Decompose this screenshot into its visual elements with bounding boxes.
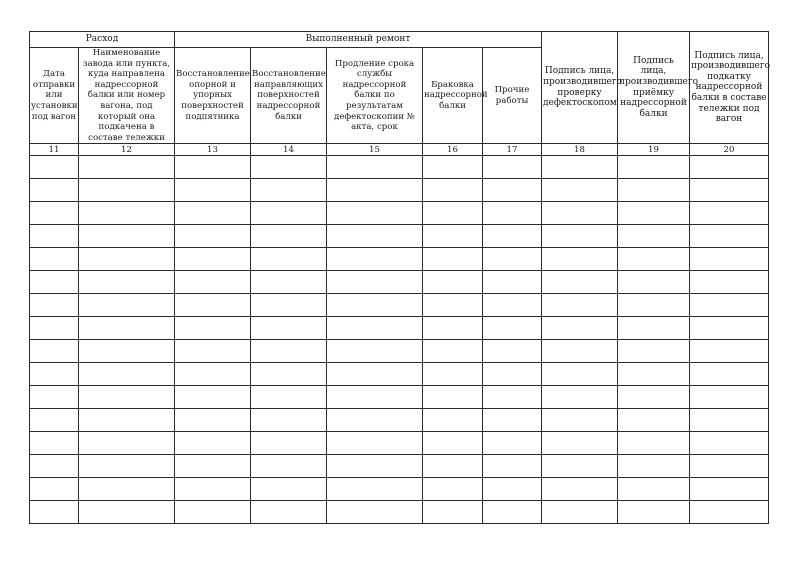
table-cell[interactable] <box>618 501 690 524</box>
table-cell[interactable] <box>542 432 618 455</box>
table-row <box>30 179 769 202</box>
table-cell[interactable] <box>175 340 251 363</box>
table-cell[interactable] <box>542 202 618 225</box>
group-header-expense: Расход <box>30 32 175 48</box>
table-cell[interactable] <box>542 248 618 271</box>
table-cell[interactable] <box>542 156 618 179</box>
column-header-12: Наименование завода или пункта, куда направлена надрессорной балки или номер вагона, под который она подкачена в составе тележки <box>79 48 175 144</box>
table-cell[interactable] <box>618 225 690 248</box>
table-cell[interactable] <box>690 340 769 363</box>
table-cell[interactable] <box>175 156 251 179</box>
table-cell[interactable] <box>483 340 542 363</box>
table-cell[interactable] <box>251 409 327 432</box>
table-cell[interactable] <box>483 225 542 248</box>
table-cell[interactable] <box>423 501 483 524</box>
table-cell[interactable] <box>483 409 542 432</box>
table-cell[interactable] <box>618 248 690 271</box>
table-cell[interactable] <box>618 386 690 409</box>
column-number-18: 18 <box>542 144 618 156</box>
table-cell[interactable] <box>30 202 79 225</box>
table-cell[interactable] <box>483 202 542 225</box>
table-cell[interactable] <box>30 501 79 524</box>
table-cell[interactable] <box>79 248 175 271</box>
table-cell[interactable] <box>542 225 618 248</box>
table-cell[interactable] <box>175 317 251 340</box>
table-cell[interactable] <box>542 455 618 478</box>
table-cell[interactable] <box>618 432 690 455</box>
column-number-14: 14 <box>251 144 327 156</box>
table-row <box>30 225 769 248</box>
table-cell[interactable] <box>30 409 79 432</box>
table-cell[interactable] <box>423 225 483 248</box>
table-cell[interactable] <box>542 363 618 386</box>
table-row <box>30 455 769 478</box>
table-cell[interactable] <box>175 271 251 294</box>
table-cell[interactable] <box>327 501 423 524</box>
table-cell[interactable] <box>251 363 327 386</box>
table-row <box>30 340 769 363</box>
table-cell[interactable] <box>251 248 327 271</box>
table-cell[interactable] <box>618 156 690 179</box>
table-cell[interactable] <box>423 179 483 202</box>
table-cell[interactable] <box>79 340 175 363</box>
table-cell[interactable] <box>690 432 769 455</box>
table-cell[interactable] <box>327 202 423 225</box>
table-cell[interactable] <box>423 340 483 363</box>
column-number-19: 19 <box>618 144 690 156</box>
table-cell[interactable] <box>690 455 769 478</box>
table-cell[interactable] <box>251 432 327 455</box>
table-cell[interactable] <box>618 340 690 363</box>
table-cell[interactable] <box>690 363 769 386</box>
table-cell[interactable] <box>423 363 483 386</box>
table-cell[interactable] <box>79 501 175 524</box>
table-cell[interactable] <box>542 179 618 202</box>
table-row <box>30 432 769 455</box>
table-cell[interactable] <box>618 202 690 225</box>
table-cell[interactable] <box>79 432 175 455</box>
table-row <box>30 478 769 501</box>
table-cell[interactable] <box>483 478 542 501</box>
table-cell[interactable] <box>251 202 327 225</box>
table-cell[interactable] <box>79 386 175 409</box>
table-cell[interactable] <box>30 179 79 202</box>
table-cell[interactable] <box>690 409 769 432</box>
table-row <box>30 317 769 340</box>
table-cell[interactable] <box>542 409 618 432</box>
table-cell[interactable] <box>175 386 251 409</box>
table-cell[interactable] <box>251 156 327 179</box>
table-cell[interactable] <box>483 501 542 524</box>
table-cell[interactable] <box>483 248 542 271</box>
table-cell[interactable] <box>542 294 618 317</box>
table-row <box>30 294 769 317</box>
group-header-repair: Выполненный ремонт <box>175 32 542 48</box>
table-cell[interactable] <box>79 156 175 179</box>
table-cell[interactable] <box>483 179 542 202</box>
table-cell[interactable] <box>251 271 327 294</box>
table-cell[interactable] <box>423 156 483 179</box>
table-row <box>30 248 769 271</box>
table-cell[interactable] <box>690 248 769 271</box>
table-cell[interactable] <box>79 455 175 478</box>
repair-journal-table <box>29 31 769 524</box>
table-cell[interactable] <box>251 317 327 340</box>
table-cell[interactable] <box>423 386 483 409</box>
table-cell[interactable] <box>423 317 483 340</box>
table-cell[interactable] <box>542 386 618 409</box>
table-cell[interactable] <box>30 271 79 294</box>
table-cell[interactable] <box>690 501 769 524</box>
table-cell[interactable] <box>327 179 423 202</box>
table-cell[interactable] <box>251 455 327 478</box>
table-cell[interactable] <box>423 409 483 432</box>
column-number-row <box>30 144 769 156</box>
table-cell[interactable] <box>327 271 423 294</box>
table-cell[interactable] <box>175 248 251 271</box>
table-cell[interactable] <box>327 432 423 455</box>
table-cell[interactable] <box>618 363 690 386</box>
table-cell[interactable] <box>79 271 175 294</box>
table-cell[interactable] <box>251 179 327 202</box>
table-cell[interactable] <box>618 294 690 317</box>
column-header-13: Восстановление опорной и упорных поверхностей подпятника <box>175 48 251 144</box>
column-header-14: Восстановление направляющих поверхностей надрессорной балки <box>251 48 327 144</box>
table-cell[interactable] <box>542 340 618 363</box>
table-cell[interactable] <box>251 501 327 524</box>
table-cell[interactable] <box>30 225 79 248</box>
table-cell[interactable] <box>483 386 542 409</box>
table-cell[interactable] <box>79 317 175 340</box>
table-cell[interactable] <box>30 432 79 455</box>
table-cell[interactable] <box>618 478 690 501</box>
table-cell[interactable] <box>690 294 769 317</box>
table-cell[interactable] <box>327 455 423 478</box>
table-cell[interactable] <box>483 156 542 179</box>
table-cell[interactable] <box>251 340 327 363</box>
table-cell[interactable] <box>175 179 251 202</box>
table-cell[interactable] <box>423 248 483 271</box>
table-cell[interactable] <box>423 478 483 501</box>
table-cell[interactable] <box>483 294 542 317</box>
table-cell[interactable] <box>618 455 690 478</box>
table-cell[interactable] <box>79 202 175 225</box>
table-cell[interactable] <box>327 156 423 179</box>
table-cell[interactable] <box>30 340 79 363</box>
table-cell[interactable] <box>175 455 251 478</box>
table-cell[interactable] <box>79 409 175 432</box>
table-cell[interactable] <box>79 294 175 317</box>
table-cell[interactable] <box>251 225 327 248</box>
table-cell[interactable] <box>690 225 769 248</box>
table-row <box>30 271 769 294</box>
column-header-15: Продление срока службы надрессорной балки по результатам дефектоскопии № акта, срок <box>327 48 423 144</box>
table-cell[interactable] <box>30 363 79 386</box>
table-cell[interactable] <box>30 294 79 317</box>
table-cell[interactable] <box>327 386 423 409</box>
column-header-19: Подпись лица, производившего приёмку надрессорной балки <box>618 32 690 144</box>
table-cell[interactable] <box>79 225 175 248</box>
table-cell[interactable] <box>327 317 423 340</box>
table-cell[interactable] <box>483 455 542 478</box>
table-cell[interactable] <box>690 478 769 501</box>
table-cell[interactable] <box>79 478 175 501</box>
table-cell[interactable] <box>327 409 423 432</box>
table-cell[interactable] <box>327 478 423 501</box>
table-cell[interactable] <box>327 340 423 363</box>
table-cell[interactable] <box>175 225 251 248</box>
journal-body <box>30 156 769 524</box>
table-cell[interactable] <box>175 294 251 317</box>
table-cell[interactable] <box>30 248 79 271</box>
column-number-17: 17 <box>483 144 542 156</box>
table-cell[interactable] <box>483 317 542 340</box>
table-cell[interactable] <box>618 317 690 340</box>
group-header-row <box>30 32 769 48</box>
table-cell[interactable] <box>327 294 423 317</box>
table-cell[interactable] <box>175 202 251 225</box>
column-number-11: 11 <box>30 144 79 156</box>
column-header-17: Прочие работы <box>483 48 542 144</box>
table-cell[interactable] <box>690 179 769 202</box>
table-cell[interactable] <box>618 179 690 202</box>
table-row <box>30 156 769 179</box>
column-header-18: Подпись лица, производившего проверку дефектоскопом <box>542 32 618 144</box>
table-row <box>30 363 769 386</box>
column-number-12: 12 <box>79 144 175 156</box>
table-cell[interactable] <box>483 271 542 294</box>
column-header-16: Браковка надрессорной балки <box>423 48 483 144</box>
table-cell[interactable] <box>542 317 618 340</box>
table-row <box>30 386 769 409</box>
table-cell[interactable] <box>483 432 542 455</box>
table-cell[interactable] <box>690 156 769 179</box>
table-row <box>30 501 769 524</box>
table-cell[interactable] <box>690 386 769 409</box>
table-row <box>30 202 769 225</box>
table-cell[interactable] <box>690 317 769 340</box>
table-cell[interactable] <box>30 156 79 179</box>
table-cell[interactable] <box>175 432 251 455</box>
table-cell[interactable] <box>175 501 251 524</box>
table-cell[interactable] <box>251 386 327 409</box>
table-cell[interactable] <box>30 317 79 340</box>
table-cell[interactable] <box>175 409 251 432</box>
table-cell[interactable] <box>30 478 79 501</box>
table-cell[interactable] <box>423 432 483 455</box>
column-number-16: 16 <box>423 144 483 156</box>
table-cell[interactable] <box>542 478 618 501</box>
table-cell[interactable] <box>79 363 175 386</box>
table-cell[interactable] <box>690 202 769 225</box>
table-cell[interactable] <box>542 271 618 294</box>
table-cell[interactable] <box>423 202 483 225</box>
column-number-20: 20 <box>690 144 769 156</box>
table-cell[interactable] <box>251 294 327 317</box>
table-cell[interactable] <box>327 363 423 386</box>
table-cell[interactable] <box>423 271 483 294</box>
column-number-15: 15 <box>327 144 423 156</box>
table-cell[interactable] <box>327 225 423 248</box>
column-header-11: Дата отправки или установки под вагон <box>30 48 79 144</box>
column-number-13: 13 <box>175 144 251 156</box>
table-cell[interactable] <box>251 478 327 501</box>
table-cell[interactable] <box>690 271 769 294</box>
table-row <box>30 409 769 432</box>
table-cell[interactable] <box>175 363 251 386</box>
table-cell[interactable] <box>30 386 79 409</box>
column-header-20: Подпись лица, производившего подкатку надрессорной балки в составе тележки под вагон <box>690 32 769 144</box>
table-cell[interactable] <box>542 501 618 524</box>
table-cell[interactable] <box>175 478 251 501</box>
table-cell[interactable] <box>618 409 690 432</box>
table-cell[interactable] <box>423 455 483 478</box>
table-cell[interactable] <box>79 179 175 202</box>
table-cell[interactable] <box>618 271 690 294</box>
table-cell[interactable] <box>423 294 483 317</box>
table-cell[interactable] <box>327 248 423 271</box>
table-cell[interactable] <box>30 455 79 478</box>
table-cell[interactable] <box>483 363 542 386</box>
